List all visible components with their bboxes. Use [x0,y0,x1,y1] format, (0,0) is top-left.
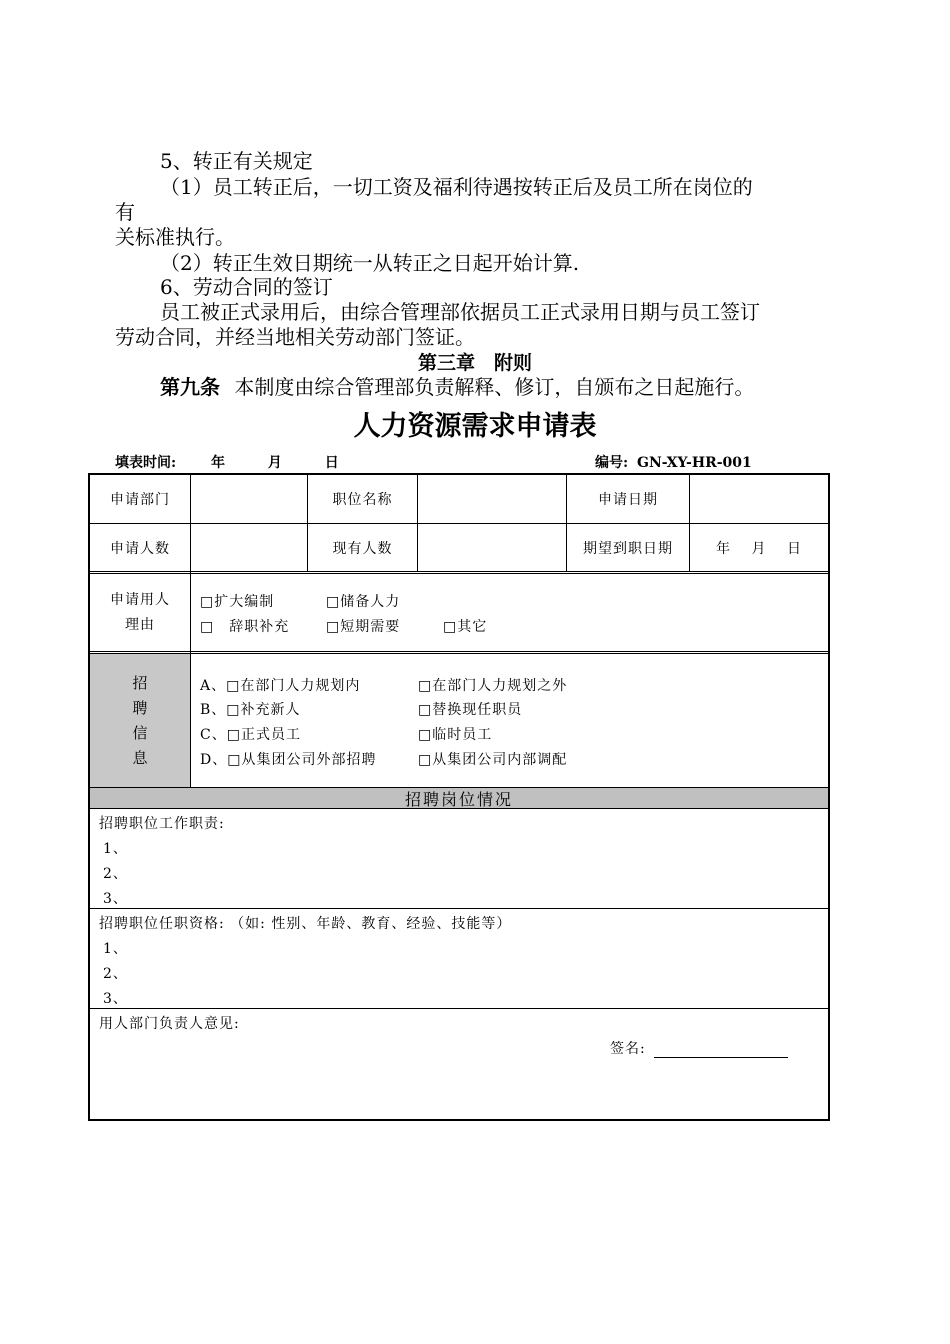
policy-line-2: （1）员工转正后，一切工资及福利待遇按转正后及员工所在岗位的 [160,175,753,199]
recruit-label [90,654,190,787]
reason-label-line-2: 理由 [125,616,155,633]
recruit-opt-new-hire[interactable]: B、□补充新人 [200,702,301,718]
policy-line-4: 关标准执行。 [115,225,235,249]
article-label: 第九条 [160,375,220,399]
signature-label: 签名: [610,1041,646,1057]
policy-line-1: 5、转正有关规定 [160,149,313,173]
position-input[interactable] [418,475,566,523]
policy-line-6: 6、劳动合同的签订 [160,275,333,299]
duties-label: 招聘职位工作职责: [99,816,225,832]
expected-label: 期望到职日期 [583,540,673,557]
recruit-opt-out-plan[interactable]: □在部门人力规划之外 [418,678,568,694]
dept-label: 申请部门 [110,492,170,508]
qualification-item-3[interactable]: 3、 [103,991,128,1007]
recruit-opt-external[interactable]: D、□从集团公司外部招聘 [200,752,377,768]
recruit-char-2: 聘 [132,698,148,717]
date-input[interactable] [690,475,828,523]
recruit-opt-temporary[interactable]: □临时员工 [418,727,493,743]
request-form [88,473,830,1121]
fill-day: 日 [324,455,339,471]
form-code-value: GN-XY-HR-001 [637,455,752,471]
dept-input[interactable] [191,475,307,523]
form-code-label: 编号: [595,455,629,471]
current-label: 现有人数 [332,540,393,557]
recruit-opt-internal[interactable]: □从集团公司内部调配 [418,752,568,768]
policy-line-3: 有 [115,200,135,224]
fill-year: 年 [211,455,226,471]
recruit-char-1: 招 [132,673,148,692]
fill-time [115,452,339,472]
fill-month: 月 [267,455,282,471]
reason-opt-expand[interactable]: □扩大编制 [200,594,275,610]
reason-opt-reserve[interactable]: □储备人力 [326,594,401,610]
recruit-char-3: 信 [132,723,148,742]
fill-time-label: 填表时间: [115,455,177,471]
count-label: 申请人数 [110,540,170,557]
form-code [595,452,752,472]
current-input[interactable] [418,524,566,571]
reason-opt-replace[interactable]: □ 辞职补充 [200,619,290,635]
reason-label [90,574,190,651]
expected-date-input[interactable]: 年 月 日 [716,540,802,557]
opinion-label: 用人部门负责人意见: [99,1016,240,1032]
recruit-char-4: 息 [132,748,148,767]
count-input[interactable] [191,524,307,571]
signature-line[interactable] [654,1043,788,1058]
recruit-opt-in-plan[interactable]: A、□在部门人力规划内 [200,678,361,694]
reason-opt-other[interactable]: □其它 [443,619,488,635]
duty-item-1[interactable]: 1、 [103,841,128,857]
form-title: 人力资源需求申请表 [353,411,597,442]
date-label: 申请日期 [598,492,658,508]
policy-line-5: （2）转正生效日期统一从转正之日起开始计算. [160,251,580,275]
policy-line-8: 劳动合同，并经当地相关劳动部门签证。 [115,325,475,349]
qualification-item-2[interactable]: 2、 [103,966,128,982]
article-nine [160,374,754,400]
duty-item-2[interactable]: 2、 [103,866,128,882]
reason-opt-shortterm[interactable]: □短期需要 [326,619,401,635]
qualifications-label: 招聘职位任职资格: （如: 性别、年龄、教育、经验、技能等） [99,916,512,932]
chapter-heading: 第三章 附则 [417,352,532,374]
recruit-opt-fulltime[interactable]: C、□正式员工 [200,727,301,743]
qualification-item-1[interactable]: 1、 [103,941,128,957]
duty-item-3[interactable]: 3、 [103,891,128,907]
article-text: 本制度由综合管理部负责解释、修订，自颁布之日起施行。 [234,375,755,399]
section-header: 招聘岗位情况 [90,788,828,808]
signature[interactable] [610,1038,788,1058]
recruit-opt-replace-staff[interactable]: □替换现任职员 [418,702,523,718]
position-label: 职位名称 [332,492,393,508]
reason-label-line-1: 申请用人 [110,591,170,608]
policy-line-7: 员工被正式录用后，由综合管理部依据员工正式录用日期与员工签订 [160,300,760,324]
